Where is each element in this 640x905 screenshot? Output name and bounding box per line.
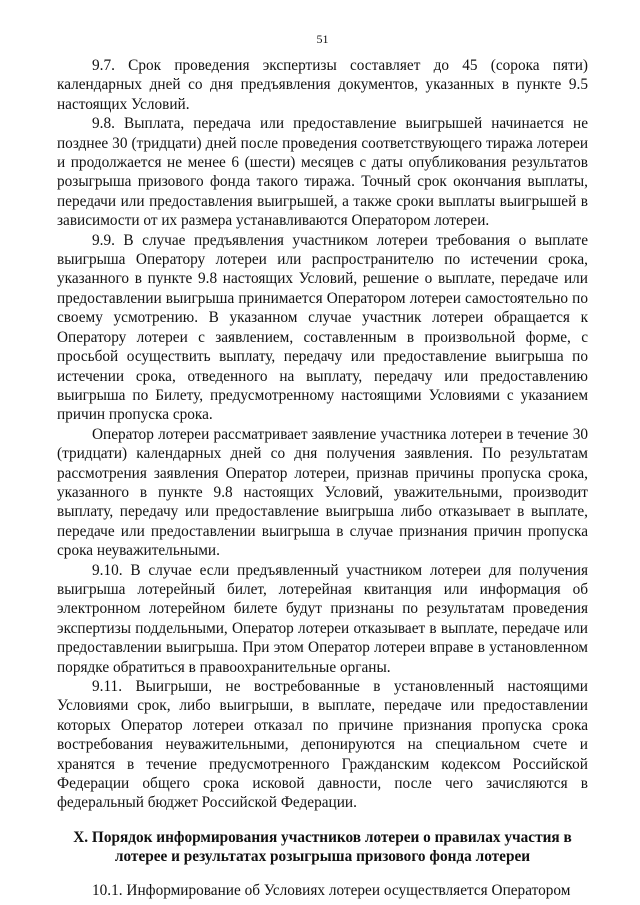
paragraph-10-1: 10.1. Информирование об Условиях лотереи осуществляется Оператором — [92, 881, 571, 899]
paragraph-9-8: 9.8. Выплата, передача или предоставление выигрышей начинается не позднее 30 (тридцати) дней после проведения соответствующего тиража лотереи и продолжается не менее 6 (шести) месяцев с даты опубликования результатов розыгрыша призового фонда такого тиража. Точный срок окончания выплаты, передачи или предоставления выигрышей, а также сроки выплаты выигрышей в зависимости от их размера устанавливаются Оператором лотереи. — [57, 115, 588, 230]
section-heading — [57, 828, 588, 867]
paragraph-operator-review: Оператор лотереи рассматривает заявление участника лотереи в течение 30 (тридцати) календарных дней со дня получения заявления. По результатам рассмотрения заявления Оператор лотереи, признав причины пропуска срока, указанного в пункте 9.8 настоящих Условий, уважительными, производит выплату, передачу или предоставление выигрыша либо отказывает в выплате, передаче или предоставлении выигрыша в случае признания причин пропуска срока неуважительными. — [57, 425, 588, 560]
paragraph-9-10: 9.10. В случае если предъявленный участником лотереи для получения выигрыша лотерейный билет, лотерейная квитанция или информация об электронном лотерейном билете будут признаны по результатам проведения экспертизы поддельными, Оператор лотереи отказывает в выплате, передаче или предоставлении выигрыша. При этом Оператор лотереи вправе в установленном порядке обратиться в правоохранительные органы. — [57, 561, 588, 676]
paragraph-9-7: 9.7. Срок проведения экспертизы составляет до 45 (сорока пяти) календарных дней со дня предъявления документов, указанных в пункте 9.5 настоящих Условий. — [57, 57, 588, 113]
section-heading-line1: X. Порядок информирования участников лотереи о правилах участия в — [73, 828, 572, 846]
paragraph-9-11: 9.11. Выигрыши, не востребованные в установленный настоящими Условиями срок, либо выигрыши, в выплате, передаче или предоставлении которых Оператор лотереи отказал по причине признания пропуска срока востребования неуважительными, депонируются на специальном счете и хранятся в течение предусмотренного Гражданским кодексом Российской Федерации общего срока исковой давности, после чего зачисляются в федеральный бюджет Российской Федерации. — [57, 678, 588, 812]
section-heading-line2: лотерее и результатах розыгрыша призового фонда лотереи — [114, 848, 531, 866]
paragraph-9-9: 9.9. В случае предъявления участником лотереи требования о выплате выигрыша Оператору лотереи или распространителю по истечении срока, указанного в пункте 9.8 настоящих Условий, решение о выплате, передаче или предоставлении выигрыша принимается Оператором лотереи самостоятельно по своему усмотрению. В указанном случае участник лотереи обращается к Оператору лотереи с заявлением, составленным в произвольной форме, с просьбой осуществить выплату, передачу или предоставление выигрыша по истечении срока, отведенного на выплату, передачу или предоставлению выигрыша по Билету, предусмотренному настоящими Условиями с указанием причин пропуска срока. — [57, 231, 588, 424]
page-number: 51 — [316, 32, 329, 46]
